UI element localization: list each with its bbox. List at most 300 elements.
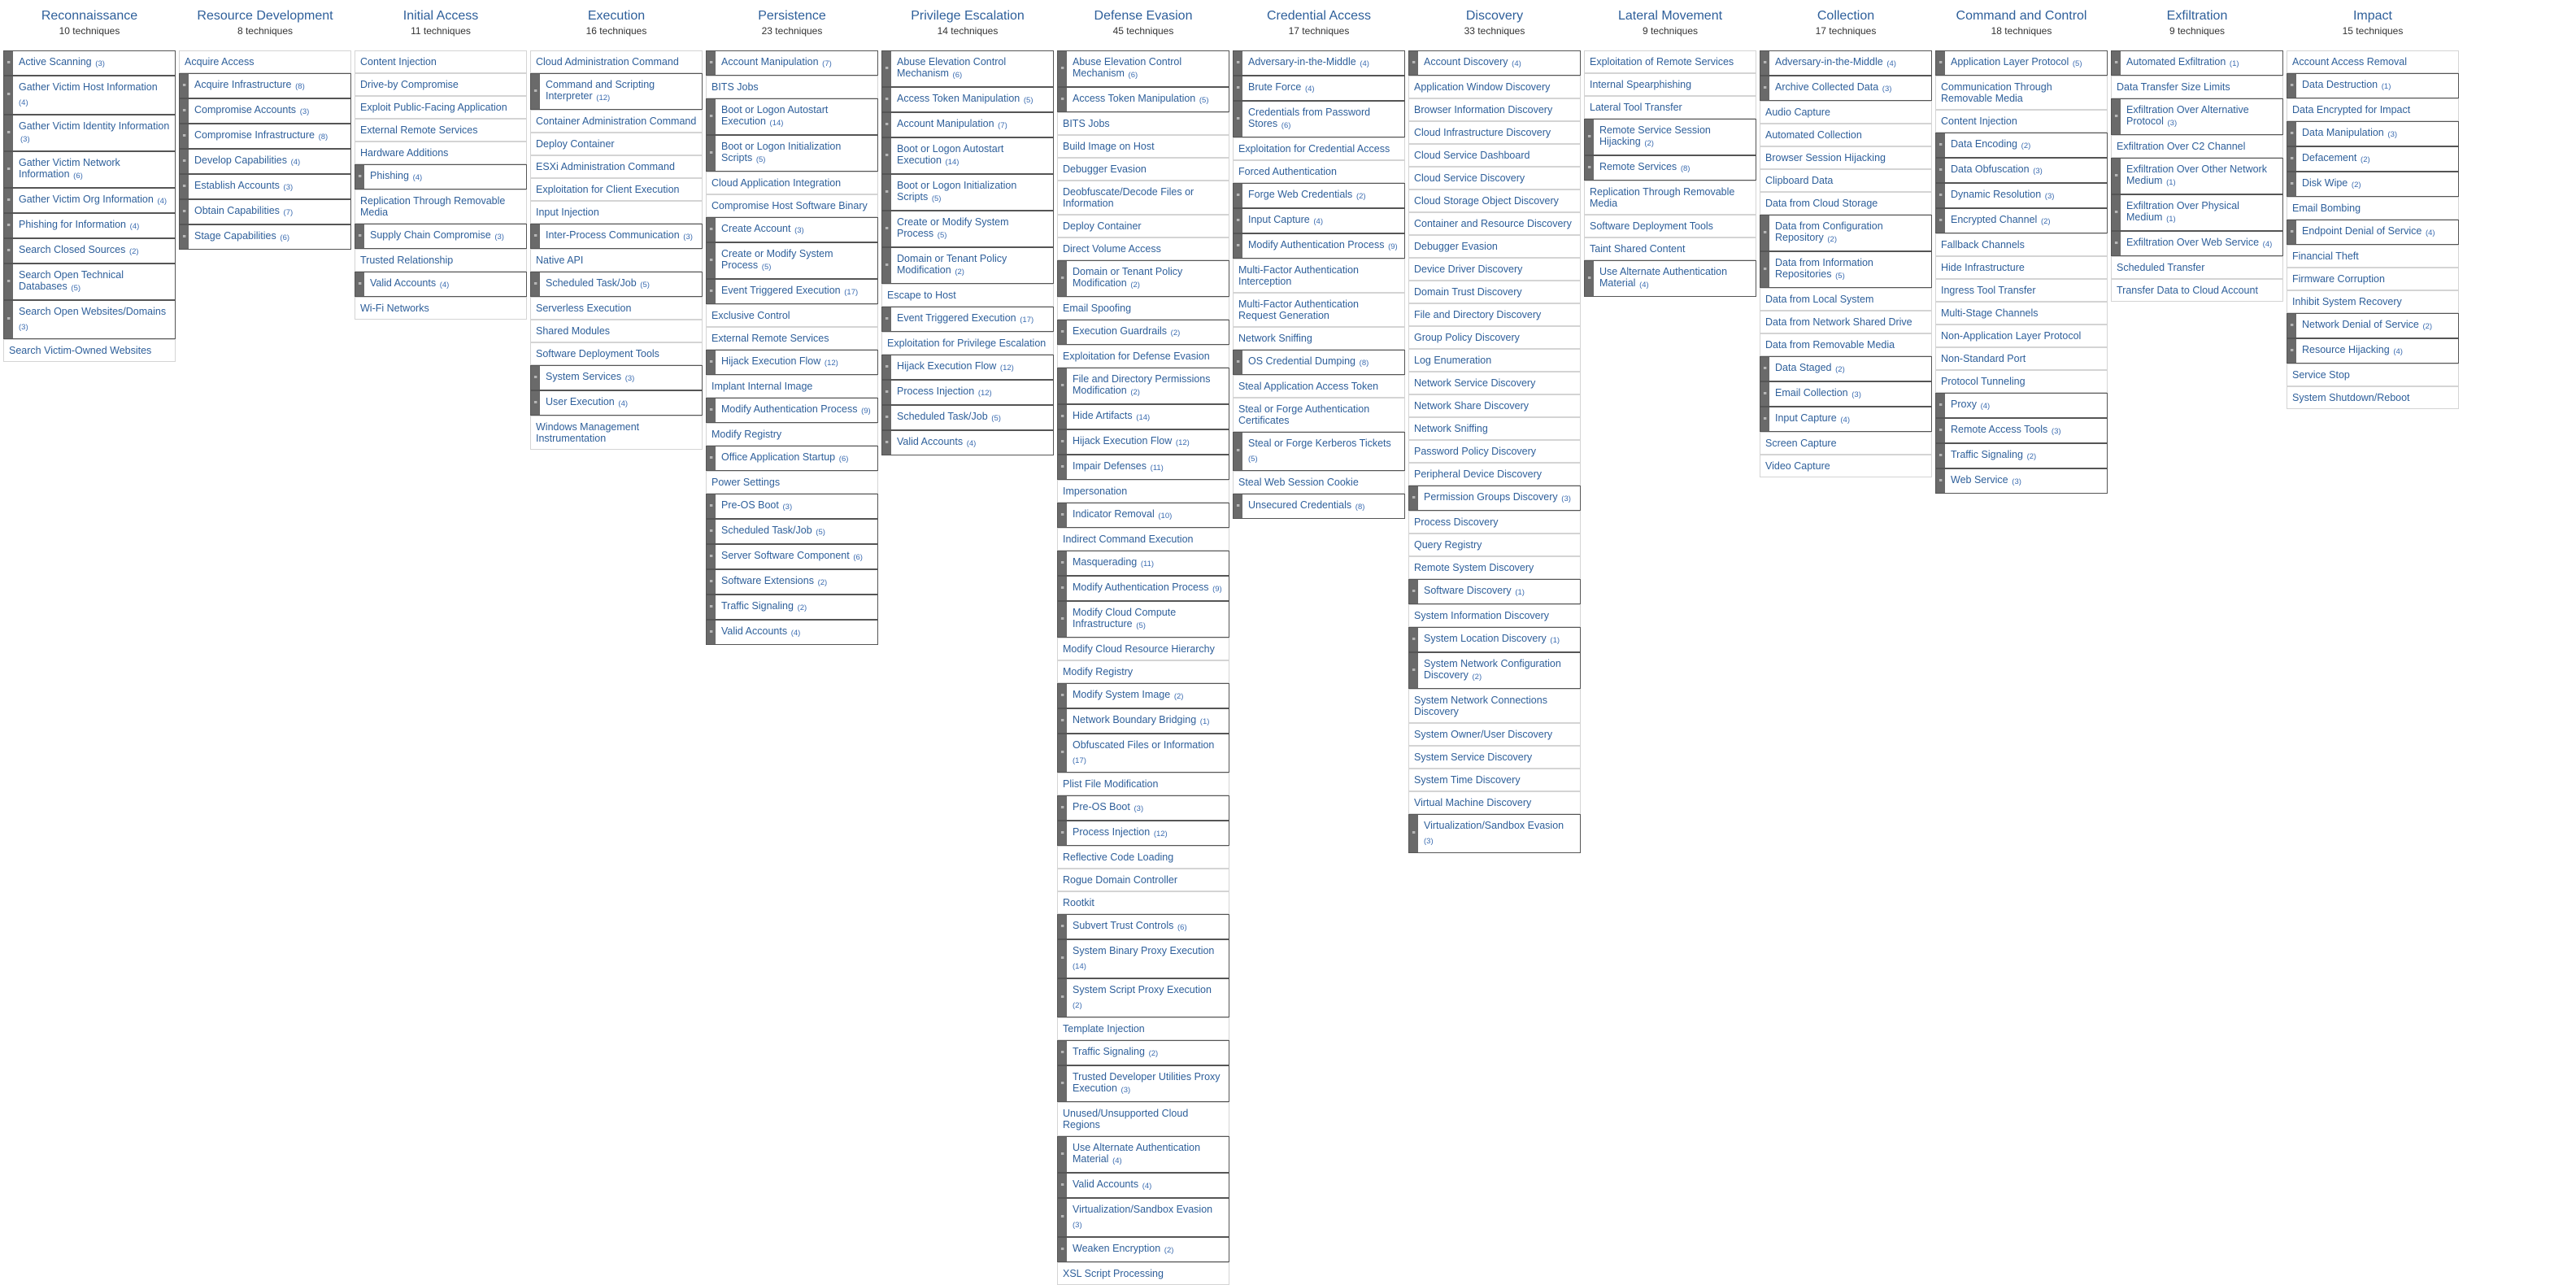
technique-cell[interactable]: [179, 149, 351, 174]
expand-handle-icon[interactable]: ≡: [1234, 209, 1242, 233]
technique-cell[interactable]: [3, 188, 176, 213]
technique-name[interactable]: Data Obfuscation: [1951, 163, 2030, 175]
technique-name[interactable]: Boot or Logon Initialization Scripts: [897, 180, 1017, 203]
expand-handle-icon[interactable]: ≡: [4, 301, 13, 338]
expand-handle-icon[interactable]: ≡: [1058, 1199, 1067, 1236]
technique-cell[interactable]: [1584, 155, 1756, 181]
technique-name[interactable]: Network Denial of Service: [2302, 319, 2419, 330]
expand-handle-icon[interactable]: ≡: [882, 307, 891, 331]
technique-name[interactable]: Forge Web Credentials: [1248, 189, 1353, 200]
expand-handle-icon[interactable]: ≡: [1058, 1041, 1067, 1065]
technique-cell[interactable]: [2287, 98, 2459, 121]
technique-name[interactable]: Execution Guardrails: [1073, 325, 1168, 337]
technique-name[interactable]: Create or Modify System Process: [897, 216, 1009, 239]
technique-name[interactable]: Account Manipulation: [721, 56, 819, 68]
technique-cell[interactable]: [1057, 1040, 1229, 1065]
technique-cell[interactable]: [706, 217, 878, 242]
technique-name[interactable]: Serverless Execution: [536, 303, 632, 314]
technique-name[interactable]: System Location Discovery: [1424, 633, 1547, 644]
technique-name[interactable]: Internal Spearphishing: [1590, 79, 1692, 90]
technique-name[interactable]: Protocol Tunneling: [1941, 376, 2026, 387]
technique-cell[interactable]: [706, 304, 878, 327]
technique-cell[interactable]: [2287, 121, 2459, 146]
technique-name[interactable]: Build Image on Host: [1063, 141, 1155, 152]
technique-cell[interactable]: [530, 390, 703, 416]
technique-cell[interactable]: [706, 544, 878, 569]
technique-cell[interactable]: [1935, 110, 2108, 133]
technique-name[interactable]: Audio Capture: [1765, 107, 1830, 118]
technique-name[interactable]: Steal Application Access Token: [1238, 381, 1379, 392]
technique-name[interactable]: Indirect Command Execution: [1063, 534, 1194, 545]
technique-cell[interactable]: [2111, 76, 2283, 98]
technique-name[interactable]: Steal or Forge Authentication Certificates: [1238, 403, 1370, 426]
technique-cell[interactable]: [2287, 245, 2459, 268]
expand-handle-icon[interactable]: ≡: [882, 381, 891, 404]
technique-name[interactable]: Cloud Infrastructure Discovery: [1414, 127, 1551, 138]
technique-cell[interactable]: [1408, 534, 1581, 556]
technique-cell[interactable]: [1408, 235, 1581, 258]
technique-name[interactable]: Server Software Component: [721, 550, 850, 561]
tactic-name[interactable]: Execution: [587, 9, 646, 23]
technique-name[interactable]: File and Directory Discovery: [1414, 309, 1542, 320]
technique-cell[interactable]: [1057, 158, 1229, 181]
technique-cell[interactable]: [1233, 432, 1405, 471]
technique-name[interactable]: Pre-OS Boot: [721, 499, 779, 511]
technique-name[interactable]: Input Capture: [1248, 214, 1310, 225]
technique-cell[interactable]: [1057, 404, 1229, 429]
technique-cell[interactable]: [530, 224, 703, 249]
expand-handle-icon[interactable]: ≡: [2112, 195, 2121, 230]
technique-cell[interactable]: [2287, 172, 2459, 197]
expand-handle-icon[interactable]: ≡: [1760, 51, 1769, 75]
technique-cell[interactable]: [1057, 601, 1229, 638]
expand-handle-icon[interactable]: ≡: [1058, 1137, 1067, 1172]
technique-cell[interactable]: [1057, 429, 1229, 455]
technique-cell[interactable]: [1057, 939, 1229, 978]
technique-name[interactable]: Supply Chain Compromise: [370, 229, 491, 241]
technique-cell[interactable]: [1057, 480, 1229, 503]
expand-handle-icon[interactable]: ≡: [2287, 172, 2296, 196]
technique-cell[interactable]: [1935, 76, 2108, 110]
technique-cell[interactable]: [1935, 208, 2108, 233]
expand-handle-icon[interactable]: ≡: [1409, 486, 1418, 510]
expand-handle-icon[interactable]: ≡: [1760, 357, 1769, 381]
technique-name[interactable]: Data from Local System: [1765, 294, 1874, 305]
expand-handle-icon[interactable]: ≡: [1234, 433, 1242, 470]
technique-cell[interactable]: [179, 199, 351, 224]
technique-cell[interactable]: [1057, 528, 1229, 551]
technique-name[interactable]: System Services: [546, 371, 622, 382]
technique-name[interactable]: Multi-Stage Channels: [1941, 307, 2039, 319]
technique-name[interactable]: Compromise Infrastructure: [194, 129, 315, 141]
technique-cell[interactable]: [2287, 73, 2459, 98]
technique-cell[interactable]: [1760, 311, 1932, 333]
technique-name[interactable]: Transfer Data to Cloud Account: [2117, 285, 2258, 296]
technique-cell[interactable]: [2287, 50, 2459, 73]
technique-name[interactable]: Office Application Startup: [721, 451, 836, 463]
technique-name[interactable]: Cloud Service Discovery: [1414, 172, 1525, 184]
technique-cell[interactable]: [530, 320, 703, 342]
expand-handle-icon[interactable]: ≡: [2112, 51, 2121, 75]
technique-cell[interactable]: [1408, 511, 1581, 534]
tactic-name[interactable]: Defense Evasion: [1094, 9, 1193, 23]
technique-name[interactable]: Archive Collected Data: [1775, 81, 1879, 93]
tactic-name[interactable]: Lateral Movement: [1617, 9, 1723, 23]
technique-cell[interactable]: [1935, 418, 2108, 443]
technique-cell[interactable]: [881, 137, 1054, 174]
technique-name[interactable]: Dynamic Resolution: [1951, 189, 2042, 200]
technique-cell[interactable]: [530, 365, 703, 390]
technique-name[interactable]: OS Credential Dumping: [1248, 355, 1356, 367]
technique-name[interactable]: Exploitation for Client Execution: [536, 184, 680, 195]
technique-cell[interactable]: [1408, 281, 1581, 303]
technique-name[interactable]: Boot or Logon Autostart Execution: [721, 104, 829, 127]
technique-name[interactable]: Gather Victim Org Information: [19, 194, 154, 205]
technique-cell[interactable]: [1233, 101, 1405, 137]
technique-cell[interactable]: [2111, 50, 2283, 76]
technique-cell[interactable]: [1408, 440, 1581, 463]
tactic-name[interactable]: Exfiltration: [2166, 9, 2228, 23]
technique-name[interactable]: Event Triggered Execution: [721, 285, 841, 296]
technique-name[interactable]: Email Spoofing: [1063, 303, 1132, 314]
technique-name[interactable]: Implant Internal Image: [711, 381, 813, 392]
expand-handle-icon[interactable]: ≡: [707, 351, 716, 374]
technique-cell[interactable]: [706, 327, 878, 350]
technique-cell[interactable]: [179, 98, 351, 124]
technique-name[interactable]: Virtualization/Sandbox Evasion: [1073, 1204, 1213, 1215]
technique-name[interactable]: Domain or Tenant Policy Modification: [1073, 266, 1183, 289]
technique-name[interactable]: Exfiltration Over Web Service: [2126, 237, 2260, 248]
tactic-name[interactable]: Impact: [2352, 9, 2392, 23]
technique-cell[interactable]: [355, 142, 527, 164]
expand-handle-icon[interactable]: ≡: [707, 280, 716, 303]
technique-name[interactable]: Data Staged: [1775, 362, 1832, 373]
technique-cell[interactable]: [1057, 260, 1229, 297]
technique-cell[interactable]: [1057, 795, 1229, 821]
technique-name[interactable]: Rogue Domain Controller: [1063, 874, 1178, 886]
technique-cell[interactable]: [1057, 708, 1229, 734]
expand-handle-icon[interactable]: ≡: [1409, 51, 1418, 75]
expand-handle-icon[interactable]: ≡: [1058, 1238, 1067, 1261]
expand-handle-icon[interactable]: ≡: [180, 74, 189, 98]
technique-cell[interactable]: [1935, 256, 2108, 279]
technique-name[interactable]: Exploitation for Privilege Escalation: [887, 338, 1046, 349]
expand-handle-icon[interactable]: ≡: [707, 621, 716, 644]
technique-cell[interactable]: [3, 76, 176, 115]
expand-handle-icon[interactable]: ≡: [707, 51, 716, 75]
technique-cell[interactable]: [706, 242, 878, 279]
technique-name[interactable]: Clipboard Data: [1765, 175, 1834, 186]
technique-name[interactable]: Input Capture: [1775, 412, 1837, 424]
technique-cell[interactable]: [1935, 443, 2108, 468]
technique-name[interactable]: Scheduled Task/Job: [897, 411, 988, 422]
technique-cell[interactable]: [530, 155, 703, 178]
tactic-name[interactable]: Command and Control: [1956, 9, 2087, 23]
technique-cell[interactable]: [2287, 313, 2459, 338]
expand-handle-icon[interactable]: ≡: [1234, 494, 1242, 518]
technique-name[interactable]: Exfiltration Over Physical Medium: [2126, 200, 2239, 223]
technique-name[interactable]: Financial Theft: [2292, 250, 2359, 262]
technique-name[interactable]: Account Access Removal: [2292, 56, 2408, 68]
technique-name[interactable]: Adversary-in-the-Middle: [1248, 56, 1356, 68]
technique-cell[interactable]: [1057, 345, 1229, 368]
technique-name[interactable]: Weaken Encryption: [1073, 1243, 1161, 1254]
expand-handle-icon[interactable]: ≡: [531, 272, 540, 296]
technique-name[interactable]: Subvert Trust Controls: [1073, 920, 1174, 931]
technique-cell[interactable]: [179, 50, 351, 73]
expand-handle-icon[interactable]: ≡: [1234, 102, 1242, 137]
technique-name[interactable]: Data Destruction: [2302, 79, 2378, 90]
technique-name[interactable]: Phishing for Information: [19, 219, 127, 230]
technique-cell[interactable]: [1233, 494, 1405, 519]
expand-handle-icon[interactable]: ≡: [1585, 156, 1594, 180]
expand-handle-icon[interactable]: ≡: [1409, 653, 1418, 688]
technique-cell[interactable]: [1057, 237, 1229, 260]
technique-name[interactable]: Data Encrypted for Impact: [2292, 104, 2411, 115]
technique-name[interactable]: Automated Exfiltration: [2126, 56, 2226, 68]
technique-cell[interactable]: [1057, 846, 1229, 869]
expand-handle-icon[interactable]: ≡: [4, 152, 13, 187]
technique-name[interactable]: Lateral Tool Transfer: [1590, 102, 1682, 113]
technique-name[interactable]: XSL Script Processing: [1063, 1268, 1164, 1279]
technique-cell[interactable]: [1408, 50, 1581, 76]
expand-handle-icon[interactable]: ≡: [707, 218, 716, 242]
technique-name[interactable]: Modify Registry: [1063, 666, 1134, 677]
technique-cell[interactable]: [1935, 233, 2108, 256]
technique-cell[interactable]: [1408, 189, 1581, 212]
expand-handle-icon[interactable]: ≡: [1234, 184, 1242, 207]
technique-name[interactable]: Defacement: [2302, 152, 2357, 163]
technique-cell[interactable]: [1760, 50, 1932, 76]
expand-handle-icon[interactable]: ≡: [1058, 979, 1067, 1017]
technique-cell[interactable]: [1233, 137, 1405, 160]
expand-handle-icon[interactable]: ≡: [1936, 133, 1945, 157]
technique-cell[interactable]: [179, 124, 351, 149]
technique-cell[interactable]: [881, 332, 1054, 355]
technique-cell[interactable]: [2111, 135, 2283, 158]
technique-name[interactable]: Exfiltration Over C2 Channel: [2117, 141, 2246, 152]
technique-name[interactable]: Cloud Administration Command: [536, 56, 679, 68]
expand-handle-icon[interactable]: ≡: [882, 431, 891, 455]
technique-name[interactable]: Adversary-in-the-Middle: [1775, 56, 1883, 68]
technique-name[interactable]: Gather Victim Identity Information: [19, 120, 170, 132]
technique-cell[interactable]: [1408, 349, 1581, 372]
expand-handle-icon[interactable]: ≡: [180, 99, 189, 123]
technique-cell[interactable]: [1057, 734, 1229, 773]
technique-name[interactable]: Account Manipulation: [897, 118, 994, 129]
expand-handle-icon[interactable]: ≡: [180, 225, 189, 249]
technique-cell[interactable]: [881, 380, 1054, 405]
technique-cell[interactable]: [706, 279, 878, 304]
expand-handle-icon[interactable]: ≡: [1058, 88, 1067, 111]
technique-name[interactable]: Search Closed Sources: [19, 244, 126, 255]
expand-handle-icon[interactable]: ≡: [1058, 602, 1067, 637]
technique-name[interactable]: Exfiltration Over Other Network Medium: [2126, 163, 2267, 186]
technique-name[interactable]: Data Encoding: [1951, 138, 2018, 150]
technique-name[interactable]: System Binary Proxy Execution: [1073, 945, 1215, 956]
technique-name[interactable]: Develop Capabilities: [194, 155, 287, 166]
expand-handle-icon[interactable]: ≡: [707, 243, 716, 278]
tactic-name[interactable]: Credential Access: [1266, 9, 1372, 23]
technique-cell[interactable]: [1408, 372, 1581, 394]
technique-name[interactable]: Hardware Additions: [360, 147, 449, 159]
technique-cell[interactable]: [706, 519, 878, 544]
technique-cell[interactable]: [706, 595, 878, 620]
technique-name[interactable]: Plist File Modification: [1063, 778, 1159, 790]
expand-handle-icon[interactable]: ≡: [1234, 234, 1242, 258]
technique-name[interactable]: Modify Authentication Process: [721, 403, 858, 415]
technique-name[interactable]: Container Administration Command: [536, 115, 697, 127]
technique-cell[interactable]: [1408, 76, 1581, 98]
technique-name[interactable]: Software Deployment Tools: [1590, 220, 1713, 232]
technique-cell[interactable]: [1760, 407, 1932, 432]
technique-cell[interactable]: [1057, 914, 1229, 939]
technique-name[interactable]: System Network Configuration Discovery: [1424, 658, 1561, 681]
technique-cell[interactable]: [1233, 183, 1405, 208]
expand-handle-icon[interactable]: ≡: [1058, 577, 1067, 600]
expand-handle-icon[interactable]: ≡: [882, 248, 891, 283]
expand-handle-icon[interactable]: ≡: [1058, 1066, 1067, 1101]
expand-handle-icon[interactable]: ≡: [2287, 74, 2296, 98]
technique-name[interactable]: Group Policy Discovery: [1414, 332, 1520, 343]
technique-name[interactable]: Network Share Discovery: [1414, 400, 1530, 412]
expand-handle-icon[interactable]: ≡: [1936, 159, 1945, 182]
technique-cell[interactable]: [530, 133, 703, 155]
technique-name[interactable]: Virtual Machine Discovery: [1414, 797, 1532, 808]
technique-name[interactable]: Screen Capture: [1765, 438, 1837, 449]
technique-cell[interactable]: [355, 50, 527, 73]
technique-cell[interactable]: [1408, 167, 1581, 189]
technique-cell[interactable]: [1408, 144, 1581, 167]
expand-handle-icon[interactable]: ≡: [882, 211, 891, 246]
expand-handle-icon[interactable]: ≡: [1409, 815, 1418, 852]
technique-name[interactable]: Content Injection: [1941, 115, 2017, 127]
technique-cell[interactable]: [179, 73, 351, 98]
technique-cell[interactable]: [2111, 158, 2283, 194]
technique-cell[interactable]: [3, 115, 176, 151]
technique-cell[interactable]: [1584, 119, 1756, 155]
technique-name[interactable]: Valid Accounts: [721, 625, 788, 637]
technique-cell[interactable]: [1057, 1173, 1229, 1198]
technique-name[interactable]: Data from Cloud Storage: [1765, 198, 1878, 209]
technique-name[interactable]: Software Discovery: [1424, 585, 1512, 596]
technique-cell[interactable]: [1057, 112, 1229, 135]
technique-name[interactable]: Cloud Application Integration: [711, 177, 842, 189]
expand-handle-icon[interactable]: ≡: [882, 113, 891, 137]
technique-cell[interactable]: [1057, 638, 1229, 660]
technique-name[interactable]: Inhibit System Recovery: [2292, 296, 2402, 307]
technique-cell[interactable]: [1760, 146, 1932, 169]
technique-cell[interactable]: [1408, 258, 1581, 281]
technique-cell[interactable]: [1057, 320, 1229, 345]
technique-name[interactable]: Browser Session Hijacking: [1765, 152, 1886, 163]
technique-cell[interactable]: [706, 423, 878, 446]
technique-cell[interactable]: [355, 272, 527, 297]
expand-handle-icon[interactable]: ≡: [531, 224, 540, 248]
expand-handle-icon[interactable]: ≡: [180, 200, 189, 224]
technique-cell[interactable]: [1935, 158, 2108, 183]
technique-name[interactable]: Traffic Signaling: [1951, 449, 2023, 460]
technique-cell[interactable]: [1935, 302, 2108, 325]
technique-name[interactable]: Hide Infrastructure: [1941, 262, 2025, 273]
expand-handle-icon[interactable]: ≡: [1058, 551, 1067, 575]
technique-cell[interactable]: [1935, 133, 2108, 158]
technique-cell[interactable]: [706, 398, 878, 423]
technique-cell[interactable]: [1408, 326, 1581, 349]
technique-cell[interactable]: [1584, 181, 1756, 215]
technique-cell[interactable]: [1057, 1262, 1229, 1285]
technique-cell[interactable]: [1760, 455, 1932, 477]
technique-name[interactable]: Endpoint Denial of Service: [2302, 225, 2422, 237]
technique-cell[interactable]: [530, 272, 703, 297]
expand-handle-icon[interactable]: ≡: [1409, 628, 1418, 651]
technique-name[interactable]: Content Injection: [360, 56, 437, 68]
expand-handle-icon[interactable]: ≡: [531, 366, 540, 390]
technique-cell[interactable]: [1760, 169, 1932, 192]
technique-name[interactable]: Exploitation of Remote Services: [1590, 56, 1734, 68]
expand-handle-icon[interactable]: ≡: [707, 595, 716, 619]
expand-handle-icon[interactable]: ≡: [1058, 821, 1067, 845]
tactic-name[interactable]: Resource Development: [197, 9, 333, 23]
technique-name[interactable]: Fallback Channels: [1941, 239, 2025, 250]
technique-name[interactable]: Modify Authentication Process: [1073, 582, 1209, 593]
technique-name[interactable]: ESXi Administration Command: [536, 161, 675, 172]
technique-name[interactable]: Email Collection: [1775, 387, 1848, 399]
expand-handle-icon[interactable]: ≡: [1058, 368, 1067, 403]
technique-name[interactable]: Cloud Storage Object Discovery: [1414, 195, 1559, 207]
technique-name[interactable]: Application Layer Protocol: [1951, 56, 2069, 68]
technique-name[interactable]: Inter-Process Communication: [546, 229, 680, 241]
technique-name[interactable]: Acquire Infrastructure: [194, 79, 292, 90]
technique-name[interactable]: System Network Connections Discovery: [1414, 695, 1547, 717]
technique-cell[interactable]: [1057, 869, 1229, 891]
expand-handle-icon[interactable]: ≡: [1058, 796, 1067, 820]
technique-name[interactable]: Communication Through Removable Media: [1941, 81, 2052, 104]
technique-cell[interactable]: [1760, 356, 1932, 381]
expand-handle-icon[interactable]: ≡: [4, 239, 13, 263]
technique-name[interactable]: Valid Accounts: [370, 277, 437, 289]
technique-cell[interactable]: [2111, 194, 2283, 231]
technique-name[interactable]: Data from Information Repositories: [1775, 257, 1873, 280]
technique-cell[interactable]: [706, 569, 878, 595]
technique-name[interactable]: Password Policy Discovery: [1414, 446, 1537, 457]
technique-name[interactable]: Process Injection: [897, 386, 975, 397]
technique-name[interactable]: Network Sniffing: [1238, 333, 1312, 344]
expand-handle-icon[interactable]: ≡: [1234, 76, 1242, 100]
technique-cell[interactable]: [530, 178, 703, 201]
expand-handle-icon[interactable]: ≡: [707, 545, 716, 568]
technique-cell[interactable]: [1408, 723, 1581, 746]
technique-cell[interactable]: [1584, 96, 1756, 119]
technique-cell[interactable]: [1057, 181, 1229, 215]
expand-handle-icon[interactable]: ≡: [707, 99, 716, 134]
technique-cell[interactable]: [530, 73, 703, 110]
technique-name[interactable]: Native API: [536, 255, 584, 266]
technique-name[interactable]: Traffic Signaling: [1073, 1046, 1145, 1057]
technique-name[interactable]: Video Capture: [1765, 460, 1830, 472]
technique-name[interactable]: Modify Authentication Process: [1248, 239, 1385, 250]
tactic-name[interactable]: Discovery: [1465, 9, 1524, 23]
technique-cell[interactable]: [1408, 689, 1581, 723]
expand-handle-icon[interactable]: ≡: [1058, 709, 1067, 733]
technique-cell[interactable]: [1408, 212, 1581, 235]
technique-cell[interactable]: [1935, 347, 2108, 370]
technique-name[interactable]: Device Driver Discovery: [1414, 264, 1523, 275]
technique-name[interactable]: Modify Cloud Compute Infrastructure: [1073, 607, 1177, 629]
expand-handle-icon[interactable]: ≡: [1058, 915, 1067, 939]
technique-name[interactable]: Access Token Manipulation: [897, 93, 1020, 104]
expand-handle-icon[interactable]: ≡: [1585, 120, 1594, 155]
